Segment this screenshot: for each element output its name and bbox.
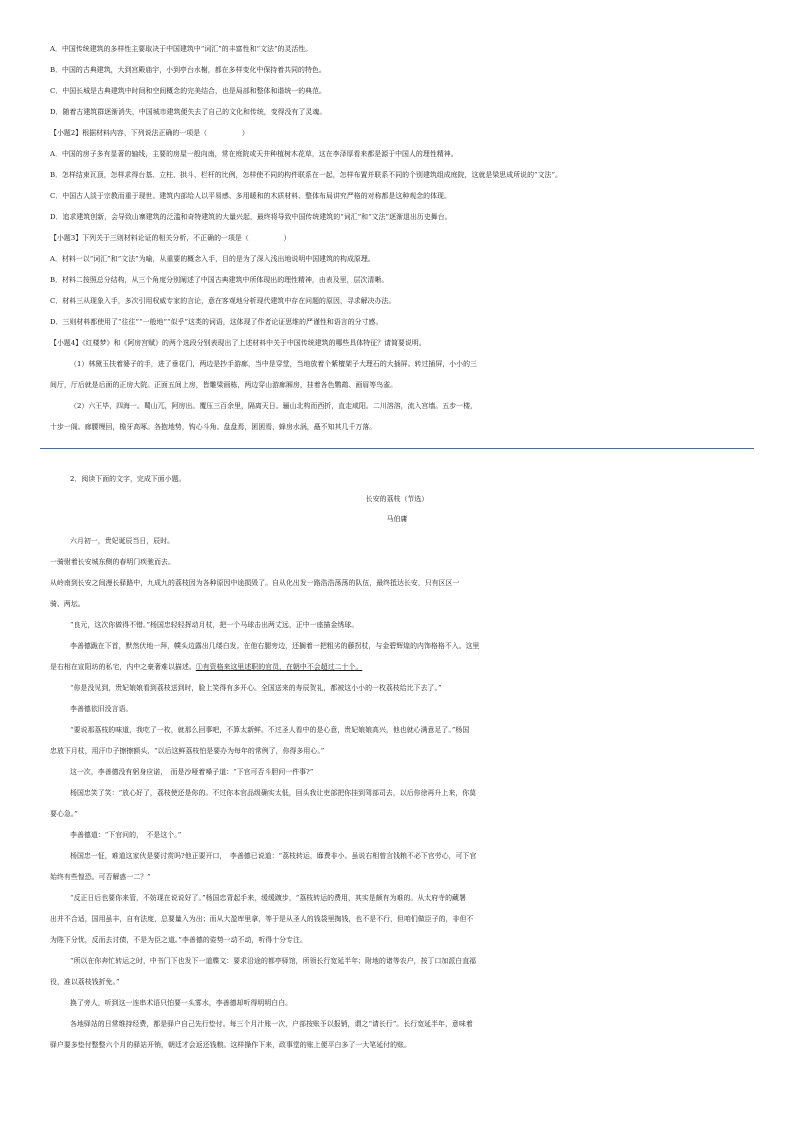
paragraph-cont: 要心急。”	[50, 810, 78, 818]
question-4: 【小题4】《红楼梦》和《阿房宫赋》的两个选段分别表现出了上述材料中关于中国传统建筑的哪些具体特征？请简要说明。	[50, 339, 426, 347]
paragraph: 换了旁人，听到这一连串术语只怕要一头雾水，李善德却听得明明白白。	[70, 999, 293, 1007]
option-c: C．中国长城是古典建筑中时间和空间概念的完美结合，也是局部和整体和谐统一的典范。	[50, 87, 327, 95]
option-d: D．追求建筑创新，会导致山寨建筑的泛滥和奇特建筑的大量兴起，最终将导致中国传统建筑的“词汇”和“文法”逐渐退出历史舞台。	[50, 213, 452, 221]
paragraph: 这一次，李善德没有躬身应诺， 而是沙哑着嗓子道：“下官可否斗胆问一件事?”	[70, 768, 314, 776]
question-heading: 2．阅读下面的文字，完成下面小题。	[70, 475, 186, 483]
paragraph-text: 是右相在宣阳坊的私宅，内中之豪奢难以描述。	[50, 663, 196, 671]
passage-title: 长安的荔枝（节选）	[365, 495, 429, 503]
paragraph-cont: 忠放下月杖，用汗巾子擦擦额头，“以后这鲜荔枝怕是要办为每年的常例了，你得多用心。”	[50, 747, 325, 755]
option-b: B．材料二按照总分结构，从三个角度分别阐述了中国古典建筑中所体现出的理性精神，由表及里，层次清晰。	[50, 276, 389, 284]
paragraph-cont: 出并不合适，国用虽丰，自有法度，总要量入为出；而从大盈库里拿，等于是从圣人的钱袋里掏钱，也不是不行，但咱们做臣子的，非但不	[50, 915, 474, 923]
paragraph: 李善德跪在下首，默然伏地一拜，幞头边露出几缕白发。在他右腿旁边，还搁着一把粗劣的藤拐杖，与金碧辉煌的内饰格格不入。这里	[70, 642, 480, 650]
paragraph: 李善德依旧没言语。	[70, 705, 133, 713]
passage-author: 马伯庸	[386, 515, 408, 523]
section-divider	[40, 448, 754, 449]
option-b: B．怎样结束瓦顶，怎样求得台基、立柱、拱斗、栏杆的比例，怎样使不同的构件联系在一起，怎样布置并联系不同的个别建筑组成庭院，这就是梁思成所说的“文法”。	[50, 171, 562, 179]
excerpt-1-cont: 间厅，厅后就是后面的正房大院。正面五间上房，皆雕梁画栋，两边穿山游廊厢房，挂着各色鹦鹉、画眉等鸟雀。	[50, 381, 398, 389]
paragraph: “良元，这次你做得不错。”杨国忠轻轻挥动月杖，把一个马球击出两丈远，正中一座描金绣球。	[70, 621, 359, 629]
question-3: 【小题3】下列关于三则材料论证的相关分析，不正确的一项是（ ）	[50, 234, 291, 242]
paragraph: 李善德道：“下官问的， 不是这个。”	[70, 831, 182, 839]
underlined-sentence: ①有资格来这里述职的官员，在朝中不会超过二十个。	[195, 663, 363, 671]
paragraph-cont: 驿户要多垫付整整六个月的驿站开销，朝廷才会返还钱粮。这样操作下来，政事堂的账上便平白多了一大笔延付的账。	[50, 1041, 411, 1049]
paragraph-cont	[50, 660, 754, 674]
paragraph: 杨国忠一怔，难道这家伙是要讨赏吗?他正要开口， 李善德已说道：“荔枝转运，靡费非小。虽说右相曾言钱粮不必下官劳心，可下官	[70, 852, 477, 860]
option-a: A．材料一以“词汇”和“文法”为喻，从重要的概念入手，目的是为了深入浅出地说明中国建筑的构成原理。	[50, 255, 375, 263]
paragraph-cont: 始终有些惶恐。可否解惑一二？”	[50, 873, 151, 881]
option-d: D．三则材料都使用了“往往”“一般地”“似乎”这类的词语，这体现了作者论证思维的严谨性和语言的分寸感。	[50, 318, 383, 326]
excerpt-2-cont: 十步一阁。廊腰缦回，檐牙高啄。各抱地势，钩心斗角。盘盘焉，囷囷焉，蜂房水涡，矗不知其几千万落。	[50, 423, 377, 431]
excerpt-2: （2）六王毕，四海一。蜀山兀，阿房出。覆压三百余里，隔离天日。骊山北构而西折，直走咸阳。二川溶溶，流入宫墙。五步一楼，	[70, 402, 477, 410]
paragraph: “要说那荔枝的味道，我吃了一枚，就那么回事吧，不算太新鲜。不过圣人看中的是心意，贵妃娘娘高兴，他也就心满意足了。”杨国	[70, 726, 470, 734]
paragraph: 各地驿站的日常维持经费，都是驿户自己先行垫付。每三个月汁账一次，户部按账予以报销，谓之“请长行”。长行宽延半年，意味着	[70, 1020, 473, 1028]
option-d: D．随着古建筑群逐渐消失，中国城市建筑便失去了自己的文化和传统，变得没有了灵魂。	[50, 108, 327, 116]
option-c: C．材料三从现象入手，多次引用权威专家的言论，意在客观地分析现代建筑中存在问题的原因，寻求解决办法。	[50, 297, 396, 305]
paragraph-cont: 骑、两坛。	[50, 600, 85, 608]
paragraph-cont: 役，准以荔枝钱折免。”	[50, 978, 120, 986]
paragraph: “你是没见到，贵妃娘娘看到荔枝送到时，脸上笑得有多开心。全国送来的寿辰贺礼，都被这小小的一枚荔枝给比下去了。”	[70, 684, 442, 692]
option-a: A．中国的房子多有显著的轴线，主要的房屋一般向南，常在庭院或天井种植树木花草，这在李泽厚看来都是源于中国人的理性精神。	[50, 150, 458, 158]
option-b: B．中国的古典建筑，大到宫殿庙宇，小到亭台水榭，都在多样变化中保持着共同的特色。	[50, 66, 326, 74]
paragraph-cont: 为陛下分忧，反而去讨债，不是为臣之道。”李善德的姿势一动不动，听得十分专注。	[50, 936, 307, 944]
option-a: A．中国传统建筑的多样性主要取决于中国建筑中“词汇”的丰富性和“文法”的灵活性。	[50, 45, 313, 53]
paragraph: “所以在你奔忙转运之时，中书门下也发下一道牒文：要求沿途的都亭驿馆，所领长行宽延半年；附地的诸等农户，按丁口加派白直福	[70, 957, 477, 965]
option-c: C．中国古人淡于宗教而重于现世。建筑内部给人以平易感、多用暖和的木质材料、整体布局讲究严格的对称都是这种观念的体现。	[50, 192, 451, 200]
question-2: 【小题2】根据材料内容，下列说法正确的一项是（ ）	[50, 129, 249, 137]
paragraph: 六月初一，贵妃诞辰当日，辰时。	[70, 537, 175, 545]
paragraph: 杨国忠笑了笑：“放心好了，荔枝使还是你的。不过你本官品级确实太低，回头我让吏部把你挂到驾部司去，以后你徐再升上来，你莫	[70, 789, 477, 797]
excerpt-1: （1）林黛玉扶着婆子的手，进了垂花门，两边是抄手游廊，当中是穿堂，当地放着个紫檀架子大理石的大插屏。转过插屏，小小的三	[70, 360, 477, 368]
paragraph: 一骑驸着长安城东侧的春明门疾驰而去。	[50, 558, 175, 566]
paragraph: 从岭南到长安之间漫长驿路中，九成九的荔枝因为各种原因中途损毁了。自从化出发一路浩浩荡荡的队伍，最终抵达长安，只有区区一	[50, 579, 460, 587]
paragraph: “反正日后也要你来管，不妨现在说说好了。”杨国忠背起手来，缓缓踱步，“荔枝转运的费用，其实是颇有为难的。从太府寺的藏署	[70, 894, 466, 902]
